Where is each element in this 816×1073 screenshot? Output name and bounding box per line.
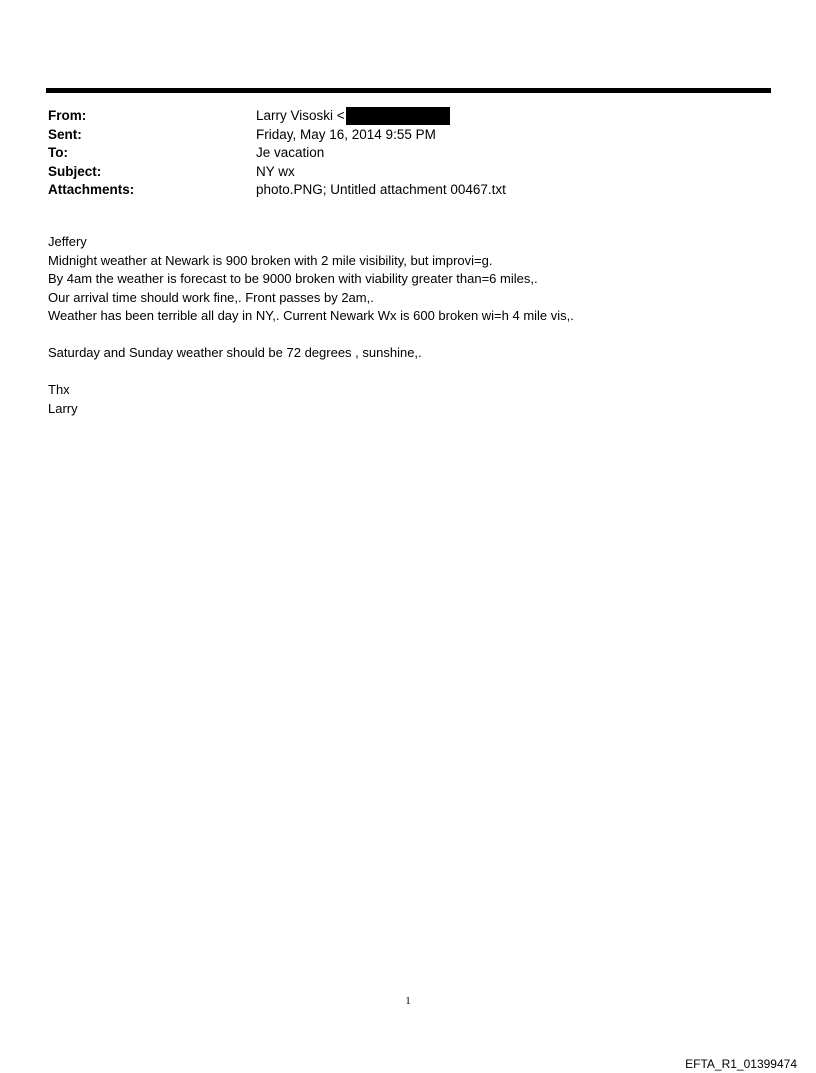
email-header bbox=[48, 107, 768, 200]
body-line: Weather has been terrible all day in NY,. Current Newark Wx is 600 broken wi=h 4 mile vis,. bbox=[48, 308, 574, 323]
paragraph-spacer bbox=[48, 363, 768, 382]
attachments-label: Attachments: bbox=[48, 182, 135, 197]
from-row bbox=[48, 107, 768, 126]
page-number: 1 bbox=[405, 995, 411, 1007]
subject-value: NY wx bbox=[256, 163, 295, 179]
signature: Larry bbox=[48, 400, 78, 416]
from-value bbox=[256, 107, 768, 126]
sender-name: Larry Visoski < bbox=[256, 108, 345, 123]
subject-row bbox=[48, 163, 768, 182]
to-row bbox=[48, 144, 768, 163]
bates-number: EFTA_R1_01399474 bbox=[685, 1057, 797, 1071]
weekend-forecast-line: Saturday and Sunday weather should be 72 degrees , sunshine,. bbox=[48, 345, 422, 360]
to-label: To: bbox=[48, 145, 68, 160]
attachments-value: photo.PNG; Untitled attachment 00467.txt bbox=[256, 182, 506, 197]
redaction-box bbox=[346, 107, 450, 125]
to-value: Je vacation bbox=[256, 145, 325, 160]
greeting: Jeffery bbox=[48, 234, 87, 249]
paragraph-spacer bbox=[48, 326, 768, 345]
header-divider-rule bbox=[46, 88, 771, 93]
closing: Thx bbox=[48, 382, 70, 397]
body-line: By 4am the weather is forecast to be 9000 broken with viability greater than=6 miles,. bbox=[48, 271, 538, 286]
body-line: Our arrival time should work fine,. Front passes by 2am,. bbox=[48, 289, 374, 305]
from-label: From: bbox=[48, 108, 87, 123]
subject-label: Subject: bbox=[48, 163, 102, 179]
sent-label: Sent: bbox=[48, 126, 82, 142]
body-line: Midnight weather at Newark is 900 broken with 2 mile visibility, but improvi=g. bbox=[48, 252, 493, 268]
attachments-row bbox=[48, 181, 768, 200]
sent-value: Friday, May 16, 2014 9:55 PM bbox=[256, 126, 436, 142]
email-body bbox=[48, 233, 768, 418]
sent-row bbox=[48, 126, 768, 145]
